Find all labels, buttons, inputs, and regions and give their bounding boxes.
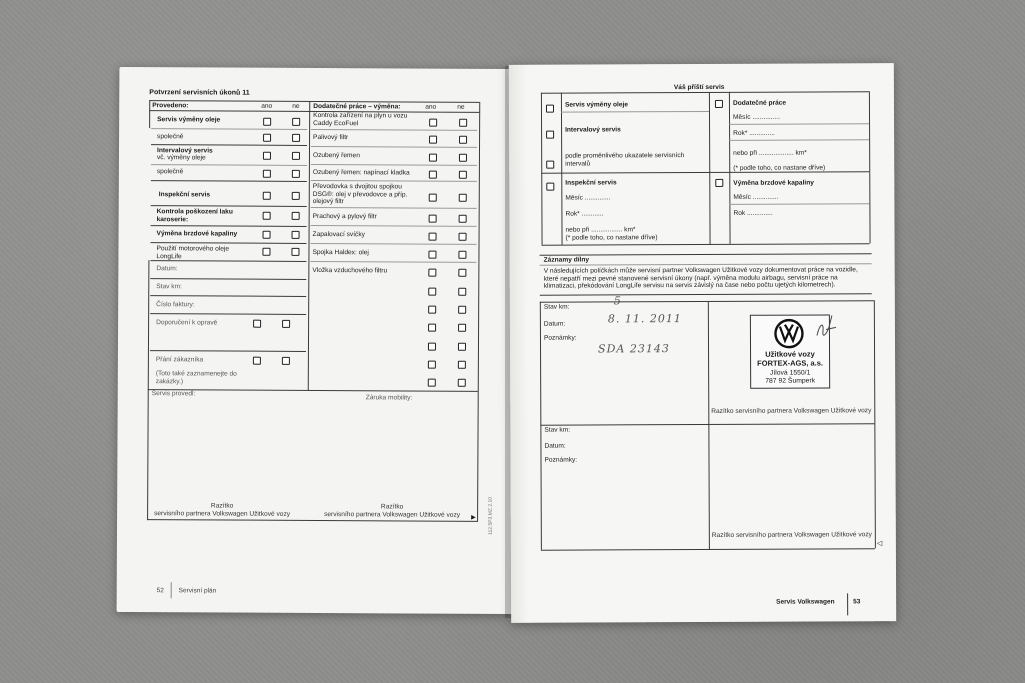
checkbox-extra-7-yes[interactable] (429, 233, 437, 241)
checkbox-inspection-no[interactable] (292, 192, 300, 200)
field-service-done-by: Servis provedl: (151, 390, 196, 398)
checkbox-extra-8-yes[interactable] (428, 251, 436, 259)
stamp-company: FORTEX-AGS, a.s. (757, 358, 824, 368)
row-spark-plugs: Zapalovací svíčky (312, 230, 365, 239)
next-indicator-text: podle proměnlivého ukazatele servisních intervalů (565, 152, 685, 168)
left-page-number: 52 (156, 587, 164, 595)
checkbox-wish-yes[interactable] (253, 357, 261, 365)
checkbox-paint-yes[interactable] (263, 212, 271, 220)
checkbox-extra-9-no[interactable] (458, 269, 466, 277)
next-extra-month: Měsíc ............... (733, 113, 780, 121)
checkbox-extra-1-no[interactable] (459, 119, 467, 127)
stamp-title: Užitkové vozy (765, 349, 815, 359)
header-no: ne (292, 102, 300, 110)
next-inspection-note: (* podle toho, co nastane dříve) (565, 234, 658, 242)
checkbox-extra-12-no[interactable] (458, 324, 466, 332)
field-mobility-guarantee: Záruka mobility: (365, 394, 413, 402)
checkbox-next-inspection[interactable] (546, 183, 554, 191)
record2-date: Datum: (544, 442, 566, 450)
arrow-right-icon: ▶ (471, 514, 476, 521)
checkbox-inspection-yes[interactable] (263, 192, 271, 200)
handwritten-notes: SDA 23143 (597, 342, 670, 356)
record1-stamp-label: Razítko servisního partnera Volkswagen Užitkové vozy (711, 407, 872, 415)
checkbox-brake-no[interactable] (292, 231, 300, 239)
field-customer-wish: Přání zákazníka (155, 356, 204, 364)
row-gas-system: Kontrola zařízení na plyn u vozu Caddy EcoFuel (313, 111, 408, 127)
checkbox-extra-6-no[interactable] (459, 215, 467, 223)
field-repair-recommendation: Doporučení k opravě (156, 319, 218, 327)
checkbox-repair-yes[interactable] (253, 320, 261, 328)
checkbox-brake-yes[interactable] (263, 231, 271, 239)
checkbox-repair-no[interactable] (282, 320, 290, 328)
next-service-title: Váš příští servis (673, 83, 725, 92)
row-interval-service: Intervalový servis (156, 147, 213, 155)
header-yes: ano (261, 102, 273, 110)
checkbox-interval-yes[interactable] (263, 152, 271, 160)
checkbox-longlife-no[interactable] (291, 248, 299, 256)
next-brake-fluid: Výměna brzdové kapaliny (733, 179, 814, 187)
header-performed: Provedeno: (152, 102, 189, 110)
checkbox-extra-7-no[interactable] (459, 233, 467, 241)
checkbox-extra-13-no[interactable] (458, 343, 466, 351)
checkbox-extra-11-yes[interactable] (428, 306, 436, 314)
checkbox-together2-yes[interactable] (263, 170, 271, 178)
checkbox-extra-4-no[interactable] (459, 171, 467, 179)
row-pollen-filter: Prachový a pylový filtr (312, 212, 377, 221)
checkbox-extra-15-no[interactable] (458, 379, 466, 387)
checkbox-extra-1-yes[interactable] (429, 119, 437, 127)
header-no-2: ne (457, 103, 465, 111)
next-inspection-year: Rok* ............ (565, 210, 604, 218)
next-extra-year: Rok* .............. (733, 129, 775, 137)
checkbox-extra-3-no[interactable] (459, 154, 467, 162)
handwritten-km: 5 (613, 294, 622, 308)
checkbox-extra-3-yes[interactable] (429, 154, 437, 162)
left-page (117, 67, 515, 614)
checkbox-together1-yes[interactable] (263, 134, 271, 142)
next-inspection-month: Měsíc .............. (565, 194, 611, 202)
checkbox-extra-11-no[interactable] (458, 306, 466, 314)
checkbox-extra-8-no[interactable] (458, 251, 466, 259)
records-text: V následujících políčkách může servisní partner Volkswagen Užitkové vozy dokumentovat práce na vozidle, které nepatří mezi pevné stanovené servisní úkony (např. výměna modulu airbagu, servisní práce na klimatizaci, překódování LongLife servisu na servis závislý na čase nebo počtu ujetých kilometrech). (543, 266, 858, 290)
row-dsg: Převodovka s dvojitou spojkou DSG®: olej v převodovce a příp. olejový filtr (312, 182, 408, 206)
checkbox-extra-13-yes[interactable] (428, 343, 436, 351)
checkbox-extra-15-yes[interactable] (428, 379, 436, 387)
left-page-title: Potvrzení servisních úkonů 11 (149, 89, 250, 97)
left-page-footer: Servisní plán (178, 587, 217, 595)
field-km: Stav km: (156, 283, 182, 291)
row-paint-check: Kontrola poškození laku karoserie: (156, 208, 233, 223)
checkbox-next-interval[interactable] (546, 131, 554, 139)
checkbox-extra-14-yes[interactable] (428, 361, 436, 369)
checkbox-interval-no[interactable] (292, 152, 300, 160)
stamp-street: Jílová 1550/1 (769, 369, 811, 377)
checkbox-oil-yes[interactable] (263, 118, 271, 126)
signature-mark (814, 313, 838, 343)
row-longlife-oil: Použití motorového oleje LongLife (156, 245, 230, 260)
arrow-left-icon: ◁ (876, 540, 883, 548)
right-page (487, 63, 896, 623)
record1-km: Stav km: (543, 303, 570, 311)
checkbox-paint-no[interactable] (292, 212, 300, 220)
record2-stamp-label: Razítko servisního partnera Volkswagen Užitkové vozy (711, 531, 872, 539)
row-together-1: společně (157, 133, 184, 141)
checkbox-extra-5-yes[interactable] (429, 194, 437, 202)
checkbox-extra-12-yes[interactable] (428, 324, 436, 332)
right-page-number: 53 (853, 598, 861, 606)
checkbox-longlife-yes[interactable] (262, 248, 270, 256)
checkbox-extra-2-yes[interactable] (429, 136, 437, 144)
row-haldex: Spojka Haldex: olej (312, 248, 369, 257)
next-extra-title: Dodatečné práce (732, 99, 787, 107)
checkbox-next-extra[interactable] (715, 100, 723, 108)
stamp-label-right: Razítko servisního partnera Volkswagen Užitkové vozy (324, 503, 461, 519)
checkbox-extra-4-yes[interactable] (429, 171, 437, 179)
field-invoice: Číslo faktury: (156, 301, 195, 309)
field-wish-note: (Toto také zaznamenejte do zakázky.) (155, 370, 237, 385)
row-oil-service: Servis výměny oleje (157, 116, 221, 124)
checkbox-extra-6-yes[interactable] (429, 215, 437, 223)
record2-km: Stav km: (544, 426, 571, 434)
record1-notes: Poznámky: (543, 334, 577, 342)
stamp-label-left: Razítko servisního partnera Volkswagen Užitkové vozy (154, 502, 291, 518)
field-date: Datum: (156, 265, 178, 273)
next-extra-note: (* podle toho, co nastane dříve) (733, 164, 826, 172)
next-inspection-service: Inspekční servis (565, 179, 617, 187)
next-brake-month: Měsíc .............. (733, 193, 779, 201)
checkbox-oil-no[interactable] (292, 118, 300, 126)
checkbox-extra-9-yes[interactable] (428, 269, 436, 277)
vw-logo-icon (774, 319, 804, 349)
next-brake-year: Rok .............. (733, 209, 773, 217)
row-inspection: Inspekční servis (158, 191, 211, 199)
checkbox-extra-2-no[interactable] (459, 136, 467, 144)
record2-notes: Poznámky: (544, 456, 578, 464)
checkbox-extra-5-no[interactable] (459, 194, 467, 202)
next-interval-service: Intervalový servis (565, 126, 621, 134)
next-extra-km: nebo při ................... km* (733, 149, 807, 157)
checkbox-together1-no[interactable] (292, 134, 300, 142)
row-fuel-filter: Palivový filtr (313, 133, 349, 142)
checkbox-extra-10-yes[interactable] (428, 288, 436, 296)
next-oil-service: Servis výměny oleje (564, 101, 629, 109)
row-interval-sub: vč. výměny oleje (156, 154, 206, 162)
row-air-filter: Vložka vzduchového filtru (312, 266, 388, 275)
checkbox-extra-10-no[interactable] (458, 288, 466, 296)
next-inspection-km: nebo při ................. km* (565, 226, 636, 234)
checkbox-next-indicator[interactable] (546, 161, 554, 169)
header-yes-2: ano (425, 103, 437, 111)
checkbox-next-oil[interactable] (546, 105, 554, 113)
stamp-city: 787 92 Šumperk (765, 377, 816, 385)
checkbox-next-brake[interactable] (715, 179, 723, 187)
handwritten-date: 8. 11. 2011 (607, 312, 682, 326)
side-code: 112.5P3.MZ.2.10 (487, 496, 494, 535)
record1-date: Datum: (543, 320, 566, 328)
row-timing-belt: Ozubený řemen (312, 151, 360, 160)
row-brake-fluid: Výměna brzdové kapaliny (156, 230, 238, 238)
checkbox-extra-14-no[interactable] (458, 361, 466, 369)
checkbox-together2-no[interactable] (292, 170, 300, 178)
row-belt-tensioner: Ozubený řemen: napínací kladka (312, 168, 410, 177)
right-page-footer: Servis Volkswagen (776, 598, 835, 606)
row-together-2: společně (156, 168, 184, 176)
records-title: Záznamy dílny (543, 256, 590, 264)
header-extra-work: Dodatečné práce – výměna: (313, 102, 401, 111)
checkbox-wish-no[interactable] (282, 357, 290, 365)
